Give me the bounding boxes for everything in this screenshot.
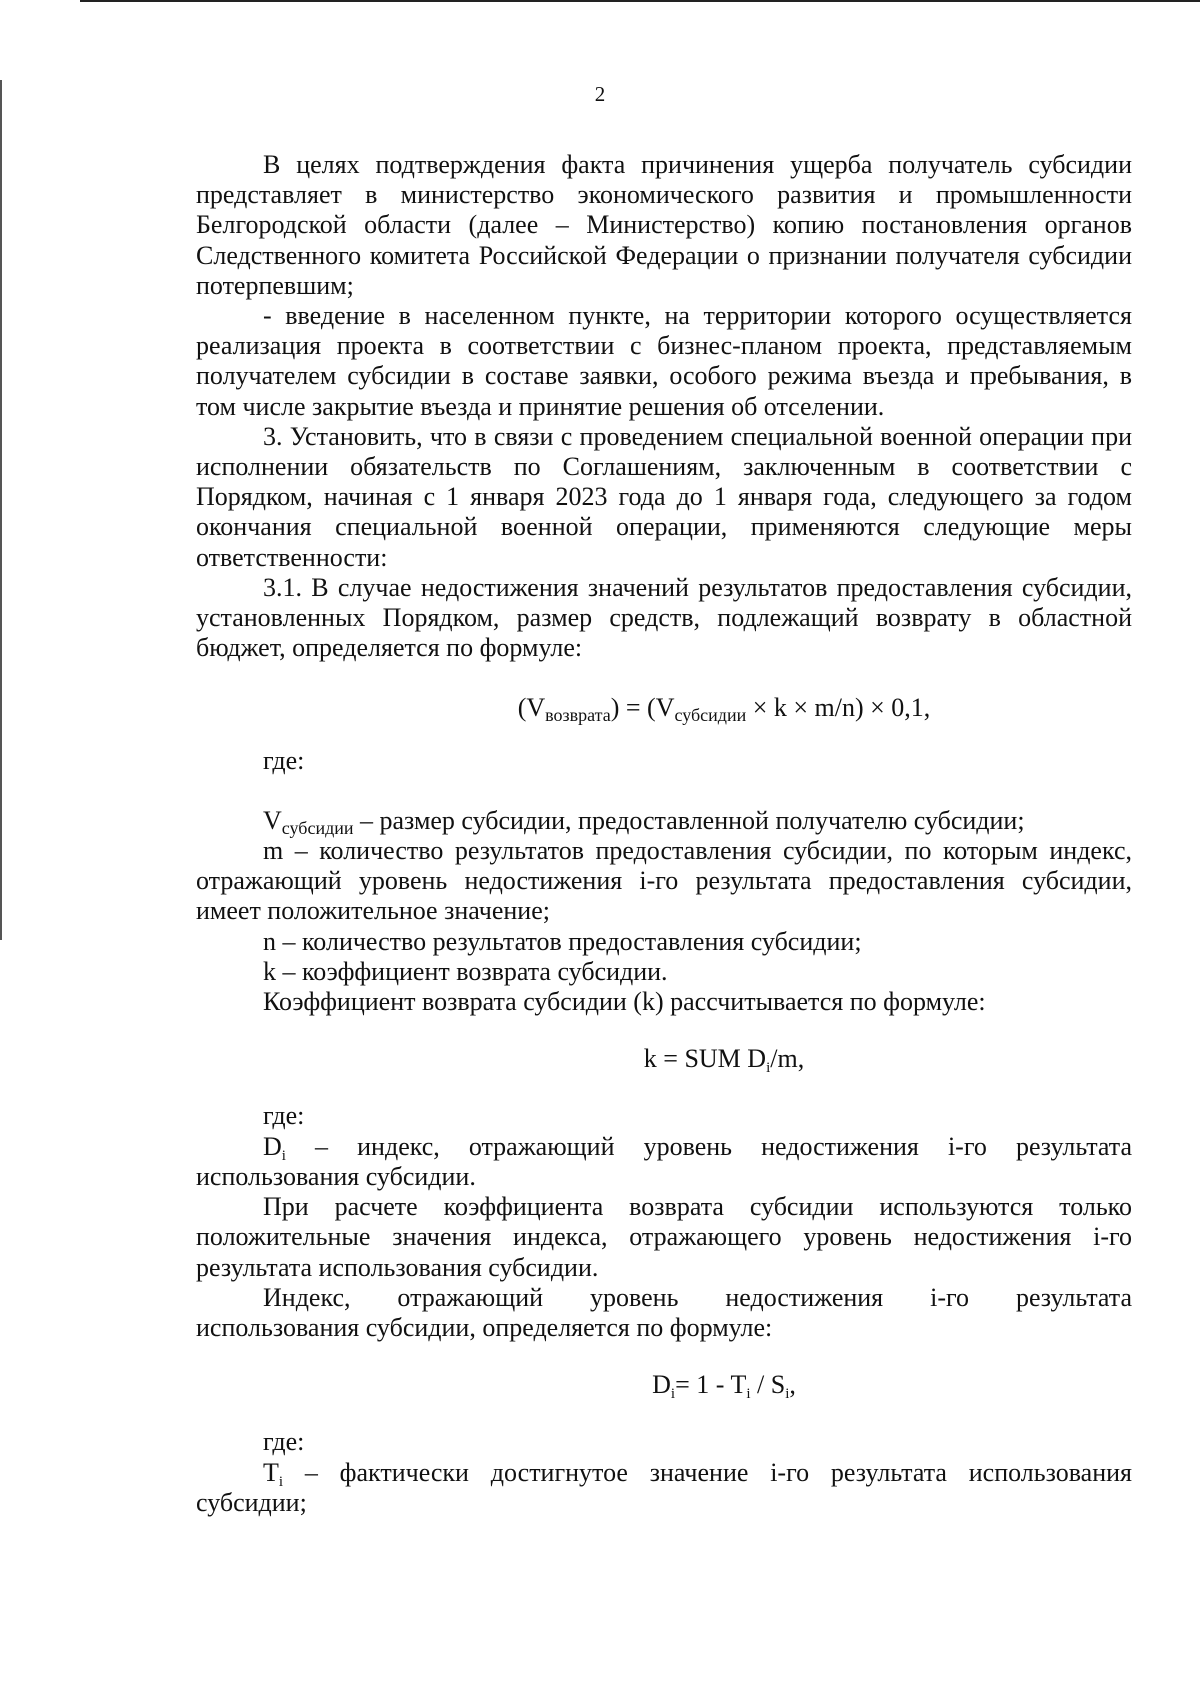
definition-v: $V_{субсидии}$ – размер субсидии, предоставленной получателю субсидии; bbox=[263, 805, 1025, 838]
paragraph-special-regime: - введение в населенном пункте, на территории которого осуществляется реализация проекта в соответствии с бизнес-планом проекта, представляемым получателем субсидии в составе заявки, особого режима въезда и пребывания, в том числе закрытие въезда и принятие решения об отселении. bbox=[196, 301, 1132, 421]
where-label-3: где: bbox=[263, 1427, 305, 1457]
scan-left-edge bbox=[0, 80, 2, 940]
definition-d: $D_i$ – индекс, отражающий уровень недостижения i-го результата использования субсидии. bbox=[196, 1131, 1132, 1191]
paragraph-damage-confirmation: В целях подтверждения факта причинения ущерба получатель субсидии представляет в министерство экономического развития и промышленности Белгородской области (далее – Министерство) копию постановления органов Следственного комитета Российской Федерации о признании получателя субсидии потерпевшим; bbox=[196, 150, 1132, 300]
paragraph-positive-values: При расчете коэффициента возврата субсидии используются только положительные значения индекса, отражающего уровень недостижения i-го результата использования субсидии. bbox=[196, 1192, 1132, 1282]
definition-k: k – коэффициент возврата субсидии. bbox=[263, 956, 668, 986]
paragraph-3: 3. Установить, что в связи с проведением специальной военной операции при исполнении обязательств по Соглашениям, заключенным в соответствии с Порядком, начиная с 1 января 2023 года до 1 января года, следующего за годом окончания специальной военной операции, применяются следующие меры ответственности: bbox=[196, 421, 1132, 572]
index-line: Индекс, отражающий уровень недостижения i-го результата bbox=[263, 1282, 1132, 1312]
formula-d: $D_i= 1 - T_i / S_i$, bbox=[652, 1370, 796, 1403]
definition-t: $T_i$ – фактически достигнутое значение i-го результата использования субсидии; bbox=[196, 1457, 1132, 1517]
paragraph-3-1: 3.1. В случае недостижения значений результатов предоставления субсидии, установленных Порядком, размер средств, подлежащий возврату в областной бюджет, определяется по формуле: bbox=[196, 572, 1132, 663]
definition-n: n – количество результатов предоставления субсидии; bbox=[263, 926, 862, 956]
k-intro: Коэффициент возврата субсидии (k) рассчитывается по формуле: bbox=[263, 987, 986, 1017]
formula-k: k = SUM $D_i/m$, bbox=[643, 1044, 805, 1077]
where-label-2: где: bbox=[263, 1101, 305, 1131]
definition-m: m – количество результатов предоставления субсидии, по которым индекс, отражающий уровень недостижения i-го результата предоставления субсидии, имеет положительное значение; bbox=[196, 836, 1132, 926]
page-number: 2 bbox=[594, 82, 606, 106]
formula-refund: $(V_{возврата}) = (V_{субсидии} \times k \times m/n) \times 0,1$, bbox=[517, 693, 931, 726]
document-body bbox=[196, 150, 1132, 1518]
index-line-continued: использования субсидии, определяется по формуле: bbox=[196, 1312, 773, 1342]
scan-top-edge bbox=[80, 0, 1200, 2]
where-label-1: где: bbox=[263, 745, 305, 775]
